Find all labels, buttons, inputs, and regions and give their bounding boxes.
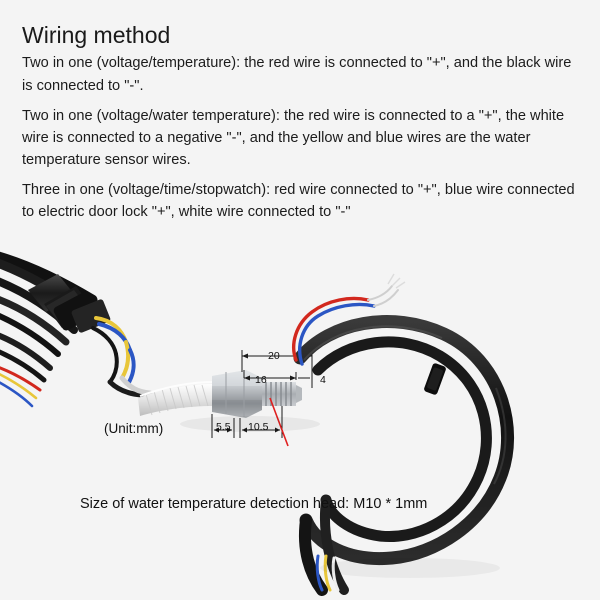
dimension-label-4: 4 — [320, 374, 326, 386]
page-title: Wiring method — [22, 22, 171, 48]
unit-caption: (Unit:mm) — [104, 421, 164, 436]
wiring-harness-illustration — [0, 238, 600, 600]
dimension-label-20: 20 — [268, 350, 280, 362]
instruction-paragraph-1: Two in one (voltage/temperature): the red wire is connected to "+", and the black wire is connected to "-". — [22, 55, 572, 94]
dimension-label-16: 16 — [255, 374, 267, 386]
braided-sleeve — [138, 382, 214, 416]
cable-tie — [423, 363, 446, 396]
dimension-label-10-5: 10.5 — [248, 421, 269, 433]
size-caption: Size of water temperature detection head: M10 * 1mm — [80, 496, 428, 512]
instruction-paragraph-2: Two in one (voltage/water temperature): the red wire is connected to a "+", the white wire is connected to a negative "-", and the yellow and blue wires are the water temperature sensor wires. — [22, 107, 565, 169]
wiring-instructions — [22, 22, 584, 224]
coloured-wire-fan — [93, 318, 150, 395]
left-cable-bundle — [0, 256, 92, 406]
dimension-label-5-5: 5.5 — [216, 421, 231, 433]
product-photo — [0, 238, 600, 600]
instruction-paragraph-3: Three in one (voltage/time/stopwatch): red wire connected to "+", blue wire connected to electric door lock "+", white wire connected to "-" — [22, 182, 575, 221]
right-coiled-cable — [300, 322, 508, 590]
